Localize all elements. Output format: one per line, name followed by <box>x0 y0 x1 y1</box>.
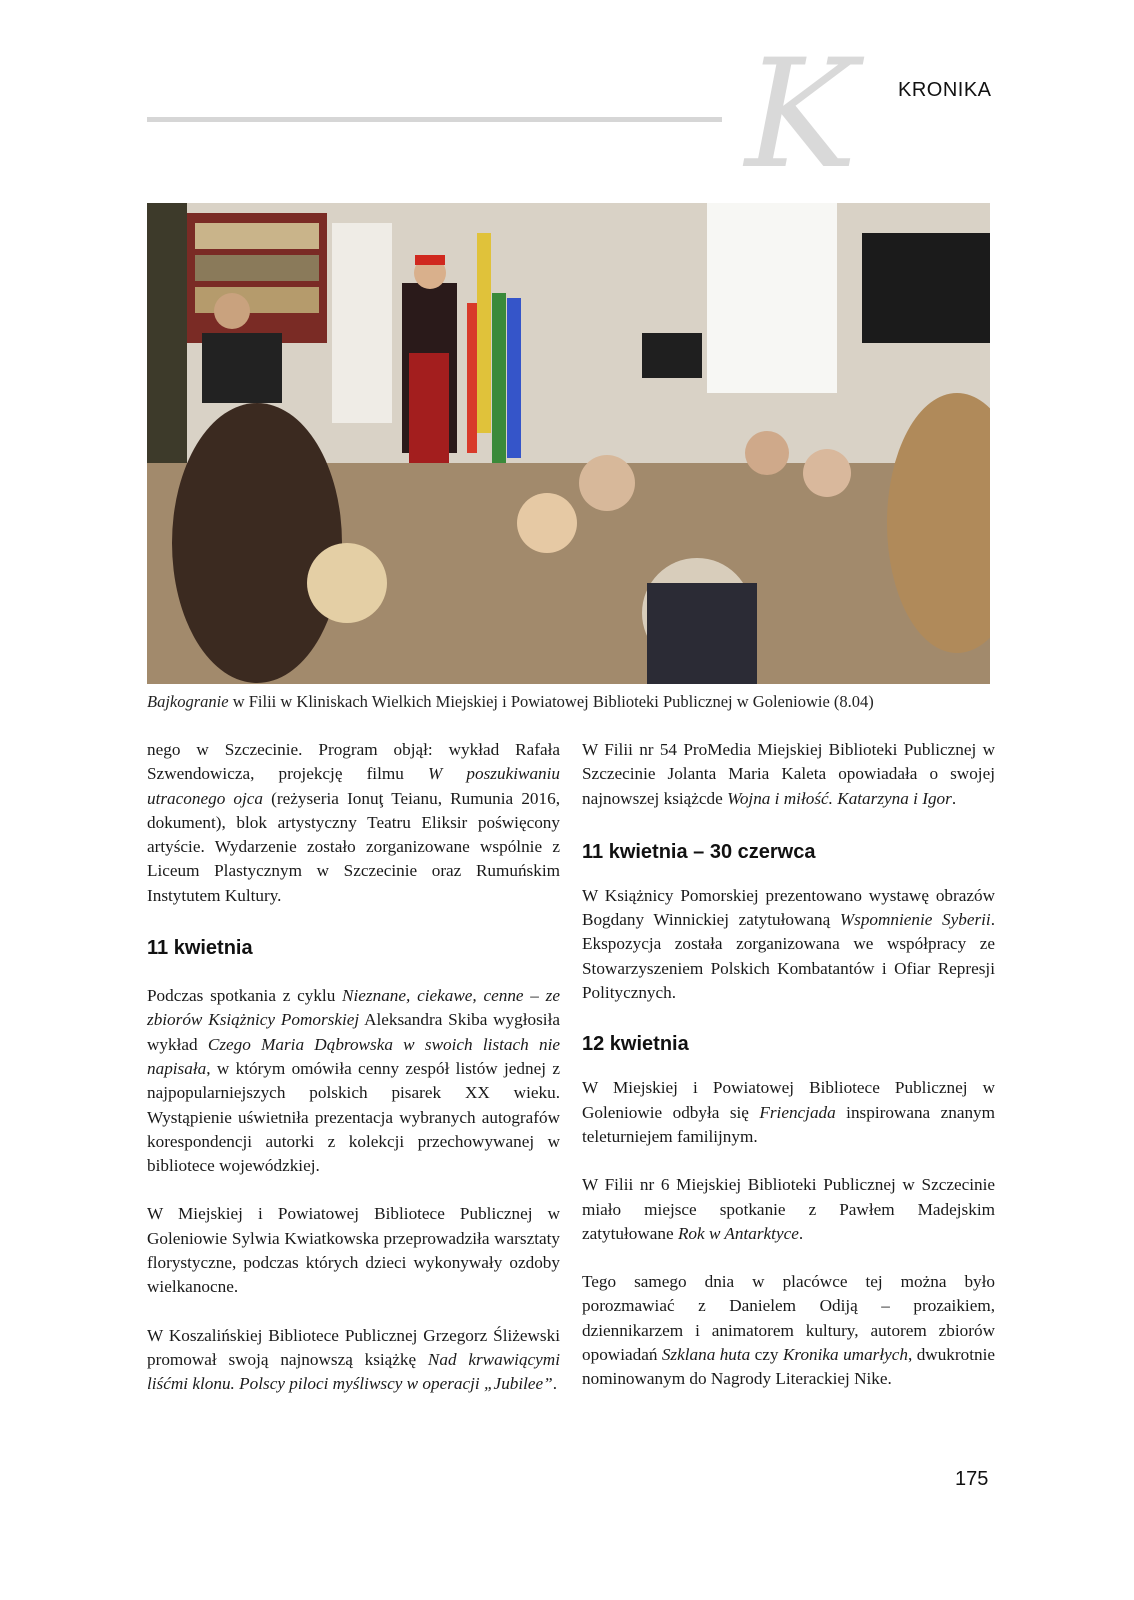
text-run: W Filii nr 54 ProMedia Miejskiej Biblioteki Publicznej w Szczecinie Jolanta Maria Kaleta opowiadała o swojej najnowszej książcde <box>582 740 995 808</box>
book-title: Wojna i miłość. Katarzyna i Igor <box>727 788 952 808</box>
text-run: . <box>951 788 957 808</box>
paragraph <box>582 1270 995 1391</box>
section-title: KRONIKA <box>898 79 992 101</box>
text-run: . <box>798 1223 804 1243</box>
text-run: nego w Szczecinie. Program objął: wykład Rafała Szwendowicza, projekcję filmu <box>147 740 560 784</box>
book-title: Szklana huta <box>661 1345 751 1365</box>
meeting-title: Rok w Antarktyce <box>677 1223 799 1243</box>
paragraph <box>582 1076 995 1149</box>
text-run: . Ekspozycja została zorganizowana we współpracy ze Stowarzyszeniem Polskich Kombatantów i Ofiar Represji Politycznych. <box>582 910 995 1003</box>
left-column <box>147 738 560 1397</box>
paragraph <box>147 738 560 908</box>
paragraph <box>582 1173 995 1246</box>
text-run: inspirowana znanym teleturniejem familijnym. <box>582 1102 996 1146</box>
lecture-title: Czego Maria Dąbrowska w swoich listach nie napisała <box>147 1034 560 1078</box>
text-run: Aleksandra Skiba wygłosiła wykład <box>147 1010 560 1054</box>
photo-icon <box>147 203 990 684</box>
text-run: Podczas spotkania z cyklu <box>147 986 343 1006</box>
text-run: (reżyseria Ionuţ Teianu, Rumunia 2016, dokument), blok artystyczny Teatru Eliksir poświęcony artyście. Wydarzenie zostało zorganizowane wspólnie z Liceum Plastycznym w Szczecinie oraz Rumuńskim Instytutem Kultury. <box>147 788 560 905</box>
date-heading: 11 kwietnia – 30 czerwca <box>582 840 816 863</box>
text-run: W Koszalińskiej Bibliotece Publicznej Grzegorz Śliżewski promował swoją najnowszą książkę <box>147 1325 560 1369</box>
event-photo <box>147 203 990 684</box>
date-heading: 11 kwietnia <box>147 937 253 960</box>
series-title: Nieznane, ciekawe, cenne – ze zbiorów Książnicy Pomorskiej <box>147 986 560 1030</box>
text-run: , dwukrotnie nominowanym do Nagrody Literackiej Nike. <box>582 1345 995 1389</box>
event-title: Friencjada <box>759 1102 836 1122</box>
paragraph <box>582 884 995 1005</box>
text-run: czy <box>750 1345 783 1365</box>
text-run: Tego samego dnia w placówce tej można było porozmawiać z Danielem Odiją – prozaikiem, dziennikarzem i animatorem kultury, autorem zbiorów opowiadań <box>582 1272 995 1365</box>
film-title: W poszukiwaniu utraconego ojca <box>147 764 561 808</box>
caption-text: w Filii w Kliniskach Wielkich Miejskiej i Powiatowej Biblioteki Publicznej w Goleniowie (8.04) <box>228 692 874 711</box>
header-rule <box>147 117 722 122</box>
text-run: . <box>552 1374 558 1394</box>
paragraph: W Miejskiej i Powiatowej Bibliotece Publicznej w Goleniowie Sylwia Kwiatkowska przeprowadziła warsztaty florystyczne, podczas których dzieci wykonywały ozdoby wielkanocne. <box>147 1204 560 1297</box>
paragraph <box>147 1324 560 1397</box>
book-title: Kronika umarłych <box>782 1345 908 1365</box>
text-run: , w którym omówiła cenny zespół listów jednej z najpopularniejszych polskich pisarek XX wieku. Wystąpienie uświetniła prezentacja wybranych autografów korespondencji autorki z kolekcji przechowywanej w bibliotece wojewódzkiej. <box>147 1058 560 1176</box>
caption-title: Bajkogranie <box>147 692 229 711</box>
text-run: W Miejskiej i Powiatowej Bibliotece Publicznej w Goleniowie odbyła się <box>582 1078 995 1122</box>
text-run: W Filii nr 6 Miejskiej Biblioteki Publicznej w Szczecinie miało miejsce spotkanie z Pawłem Madejskim zatytułowane <box>582 1175 995 1243</box>
exhibition-title: Wspomnienie Syberii <box>839 910 991 930</box>
page-number: 175 <box>955 1468 989 1490</box>
date-heading: 12 kwietnia <box>582 1033 689 1056</box>
paragraph <box>147 984 560 1178</box>
paragraph <box>582 738 995 811</box>
book-title: Nad krwawiącymi liśćmi klonu. Polscy piloci myśliwscy w operacji „Jubilee” <box>147 1349 560 1394</box>
photo-caption <box>147 692 1007 712</box>
right-column <box>582 738 995 1392</box>
text-run: W Książnicy Pomorskiej prezentowano wystawę obrazów Bogdany Winnickiej zatytułowaną <box>582 885 995 930</box>
section-logo-letter: K <box>745 28 858 202</box>
